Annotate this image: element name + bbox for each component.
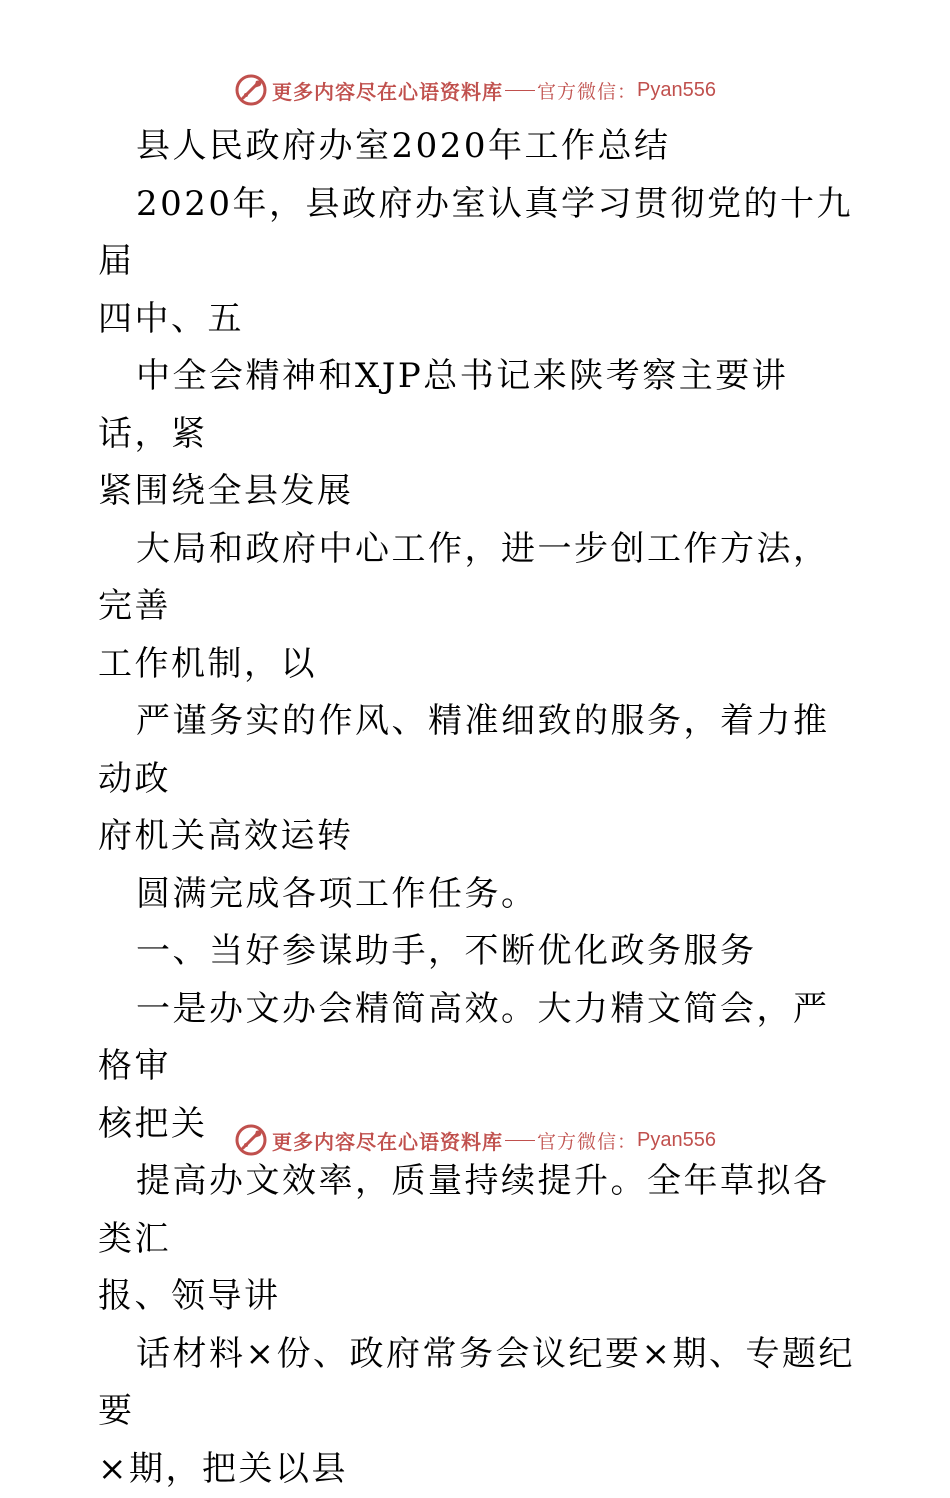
paragraph: 一是办文办会精简高效。大力精文简会，严格审 核把关 — [98, 981, 858, 1154]
document-body — [98, 118, 858, 1498]
paragraph: 提高办文效率，质量持续提升。全年草拟各类汇 报、领导讲 — [98, 1153, 858, 1326]
header-watermark-banner — [0, 70, 950, 110]
footer-watermark-banner — [0, 1120, 950, 1160]
paragraph: 大局和政府中心工作，进一步创工作方法，完善 工作机制，以 — [98, 521, 858, 694]
banner-official-text: 官方微信： — [537, 1127, 637, 1154]
section-heading: 一、当好参谋助手，不断优化政务服务 — [98, 923, 858, 981]
banner-wechat-id: Pyan556 — [637, 1129, 716, 1152]
document-title: 县人民政府办室2020年工作总结 — [98, 118, 858, 176]
paragraph: 话材料×份、政府常务会议纪要×期、专题纪要 ×期，把关以县 — [98, 1326, 858, 1498]
banner-official-text: 官方微信： — [537, 77, 637, 104]
banner-wechat-id: Pyan556 — [637, 79, 716, 102]
paragraph: 中全会精神和XJP总书记来陕考察主要讲话，紧 紧围绕全县发展 — [98, 348, 858, 521]
quill-seal-icon — [234, 73, 268, 107]
paragraph: 2020年，县政府办室认真学习贯彻党的十九届 四中、五 — [98, 176, 858, 349]
paragraph: 严谨务实的作风、精准细致的服务，着力推动政 府机关高效运转 — [98, 693, 858, 866]
banner-dash — [505, 1140, 535, 1141]
banner-brand-text: 更多内容尽在心语资料库 — [272, 1126, 503, 1155]
banner-dash — [505, 90, 535, 91]
paragraph: 圆满完成各项工作任务。 — [98, 866, 858, 924]
banner-brand-text: 更多内容尽在心语资料库 — [272, 76, 503, 105]
quill-seal-icon — [234, 1123, 268, 1157]
